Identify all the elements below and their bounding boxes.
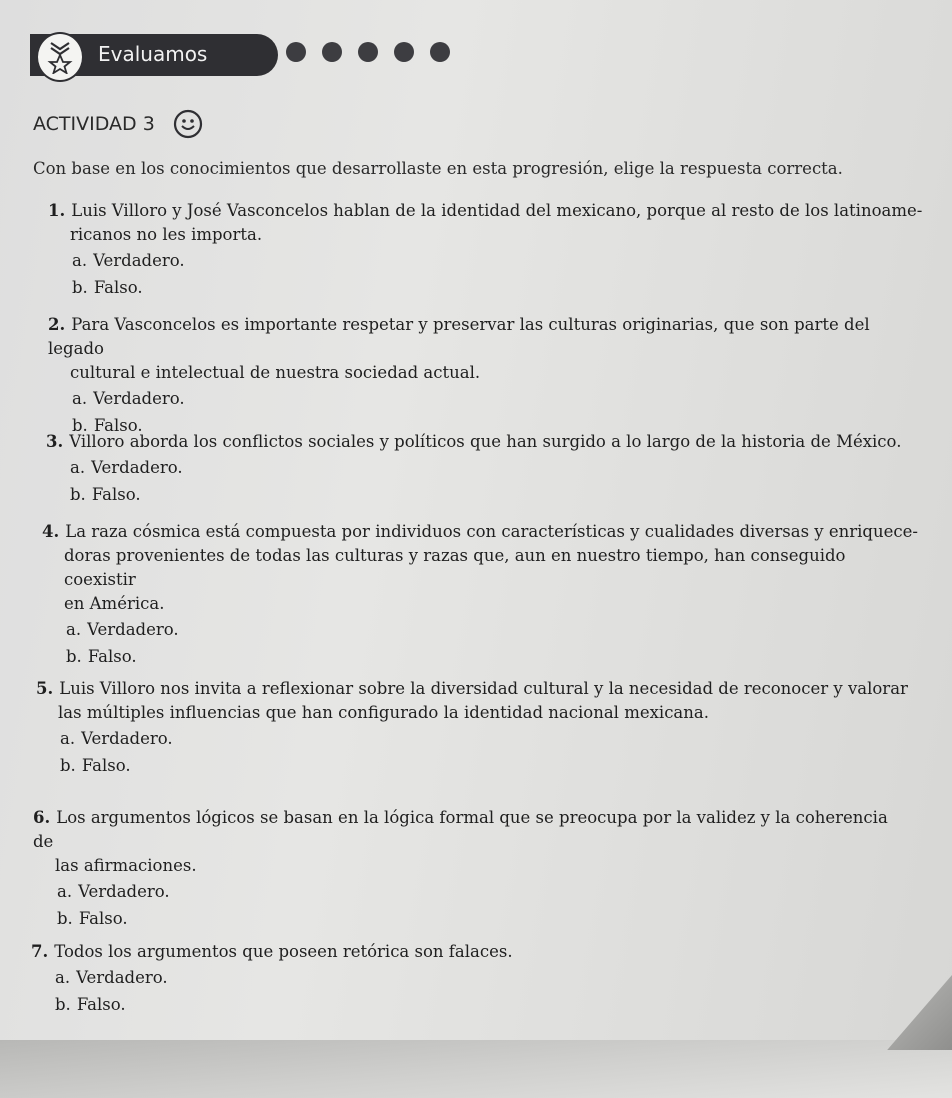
question-item bbox=[46, 430, 926, 508]
option-a[interactable] bbox=[42, 616, 922, 643]
option-a[interactable] bbox=[48, 385, 928, 412]
question-text-continued: las múltiples influencias que han configurado la identidad nacional mexicana. bbox=[58, 703, 709, 722]
question-line bbox=[42, 520, 922, 544]
option-letter: a. bbox=[55, 968, 71, 987]
instructions: Con base en los conocimientos que desarrollaste en esta progresión, elige la respuesta correcta. bbox=[33, 159, 843, 178]
progress-dot bbox=[286, 42, 306, 62]
option-a[interactable] bbox=[36, 725, 916, 752]
option-b[interactable] bbox=[31, 991, 911, 1018]
question-number: 2. bbox=[48, 315, 66, 334]
option-letter: a. bbox=[72, 251, 88, 270]
question-number: 6. bbox=[33, 808, 51, 827]
option-letter: a. bbox=[70, 458, 86, 477]
question-text-continued: en América. bbox=[64, 594, 165, 613]
question-line bbox=[46, 430, 926, 454]
question-number: 7. bbox=[31, 942, 49, 961]
option-b[interactable] bbox=[33, 905, 913, 932]
option-letter: a. bbox=[57, 882, 73, 901]
question-text: Luis Villoro nos invita a reflexionar sobre la diversidad cultural y la necesidad de reconocer y valorar bbox=[59, 679, 908, 698]
option-letter: b. bbox=[66, 647, 82, 666]
option-b[interactable] bbox=[48, 274, 928, 301]
option-a[interactable] bbox=[46, 454, 926, 481]
question-text-continued: cultural e intelectual de nuestra sociedad actual. bbox=[70, 363, 481, 382]
option-text: Verdadero. bbox=[91, 458, 183, 477]
option-letter: b. bbox=[60, 756, 76, 775]
question-text-continued: las afirmaciones. bbox=[55, 856, 197, 875]
question-item bbox=[36, 677, 916, 779]
option-text: Verdadero. bbox=[78, 882, 170, 901]
question-number: 5. bbox=[36, 679, 54, 698]
option-letter: a. bbox=[66, 620, 82, 639]
question-text-continued: doras provenientes de todas las culturas y razas que, aun en nuestro tiempo, han conseguido coexistir bbox=[64, 546, 846, 589]
question-item bbox=[48, 313, 928, 439]
question-line bbox=[36, 677, 916, 701]
question-number: 1. bbox=[48, 201, 66, 220]
option-letter: b. bbox=[57, 909, 73, 928]
section-title: Evaluamos bbox=[98, 42, 208, 66]
question-number: 4. bbox=[42, 522, 60, 541]
option-text: Verdadero. bbox=[76, 968, 168, 987]
question-line bbox=[48, 313, 928, 361]
option-b[interactable] bbox=[36, 752, 916, 779]
progress-dot bbox=[358, 42, 378, 62]
option-text: Falso. bbox=[91, 485, 141, 504]
option-text: Falso. bbox=[78, 909, 128, 928]
question-text: Para Vasconcelos es importante respetar y preservar las culturas originarias, que son parte del legado bbox=[48, 315, 870, 358]
progress-dot bbox=[322, 42, 342, 62]
question-text: Los argumentos lógicos se basan en la lógica formal que se preocupa por la validez y la coherencia de bbox=[33, 808, 888, 851]
option-text: Verdadero. bbox=[81, 729, 173, 748]
question-text: Luis Villoro y José Vasconcelos hablan de la identidad del mexicano, porque al resto de los latinoame- bbox=[71, 201, 923, 220]
progress-dots bbox=[286, 42, 450, 62]
question-item bbox=[48, 199, 928, 301]
progress-dot bbox=[394, 42, 414, 62]
option-text: Falso. bbox=[93, 416, 143, 435]
question-text: Villoro aborda los conflictos sociales y políticos que han surgido a lo largo de la historia de México. bbox=[69, 432, 902, 451]
option-text: Falso. bbox=[81, 756, 131, 775]
question-item bbox=[31, 940, 911, 1018]
page-bottom-shadow bbox=[0, 1040, 952, 1098]
option-text: Verdadero. bbox=[93, 389, 185, 408]
option-text: Falso. bbox=[76, 995, 126, 1014]
option-a[interactable] bbox=[48, 247, 928, 274]
medal-star-icon bbox=[36, 32, 84, 82]
question-line bbox=[33, 806, 913, 854]
option-a[interactable] bbox=[31, 964, 911, 991]
question-line bbox=[48, 199, 928, 223]
option-b[interactable] bbox=[46, 481, 926, 508]
option-letter: b. bbox=[70, 485, 86, 504]
question-line bbox=[31, 940, 911, 964]
option-text: Falso. bbox=[87, 647, 137, 666]
question-item bbox=[42, 520, 922, 670]
option-letter: b. bbox=[55, 995, 71, 1014]
option-letter: b. bbox=[72, 416, 88, 435]
question-text: Todos los argumentos que poseen retórica son falaces. bbox=[54, 942, 513, 961]
activity-title: ACTIVIDAD 3 bbox=[33, 113, 155, 135]
smiley-face-icon bbox=[172, 108, 204, 144]
question-text: La raza cósmica está compuesta por individuos con características y cualidades diversas y enriquece- bbox=[65, 522, 918, 541]
progress-dot bbox=[430, 42, 450, 62]
option-letter: b. bbox=[72, 278, 88, 297]
option-letter: a. bbox=[72, 389, 88, 408]
option-text: Verdadero. bbox=[87, 620, 179, 639]
option-text: Verdadero. bbox=[93, 251, 185, 270]
option-letter: a. bbox=[60, 729, 76, 748]
option-b[interactable] bbox=[42, 643, 922, 670]
option-a[interactable] bbox=[33, 878, 913, 905]
question-item bbox=[33, 806, 913, 932]
section-banner bbox=[30, 34, 278, 76]
question-text-continued: ricanos no les importa. bbox=[70, 225, 263, 244]
option-text: Falso. bbox=[93, 278, 143, 297]
question-number: 3. bbox=[46, 432, 64, 451]
